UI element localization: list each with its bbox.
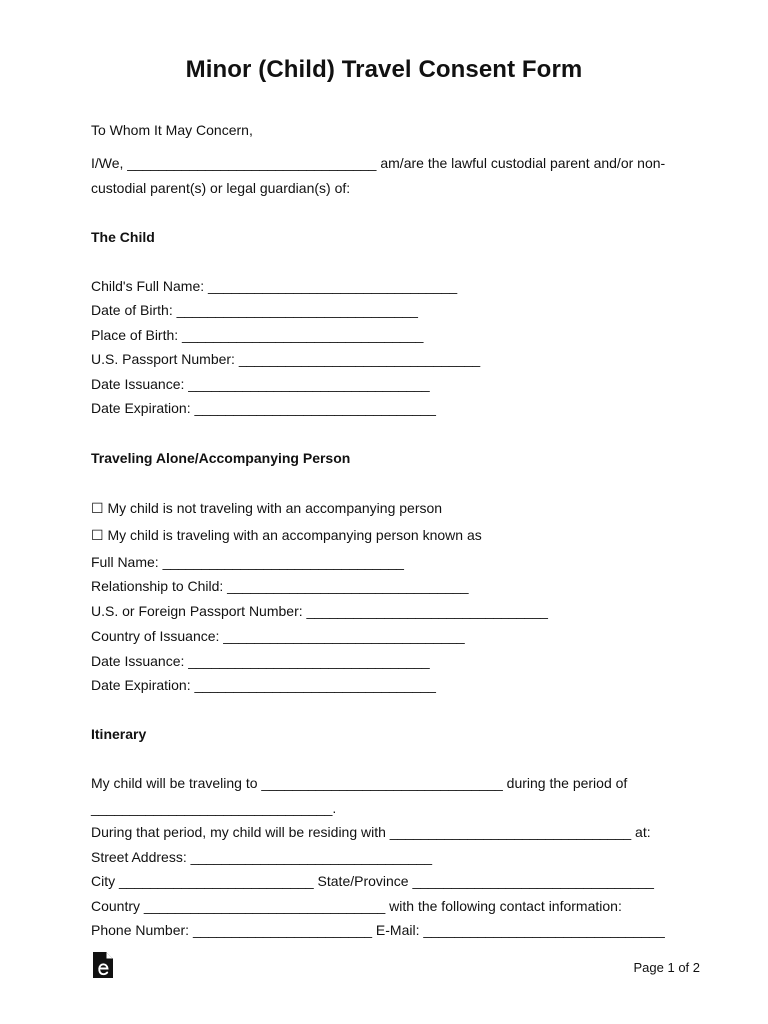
itinerary-destination-line: My child will be traveling to _______________________________ during the period of — [91, 775, 628, 791]
child-place-of-birth-field: Place of Birth: _______________________________ — [91, 327, 424, 343]
intro-line-2: custodial parent(s) or legal guardian(s) of: — [91, 180, 351, 196]
companion-country-of-issuance-field: Country of Issuance: _______________________________ — [91, 628, 465, 644]
companion-date-issuance-field: Date Issuance: _______________________________ — [91, 653, 430, 669]
child-passport-number-field: U.S. Passport Number: _______________________________ — [91, 351, 481, 367]
option-not-accompanied — [91, 499, 442, 517]
checkbox-icon: ☐ — [91, 527, 104, 543]
option-accompanied — [91, 526, 482, 544]
checkbox-icon: ☐ — [91, 500, 104, 516]
child-date-of-birth-field: Date of Birth: _______________________________ — [91, 302, 418, 318]
section-heading-child: The Child — [91, 229, 155, 245]
option-accompanied-label: My child is traveling with an accompanying person known as — [107, 527, 482, 543]
intro-line-1: I/We, ________________________________ am/are the lawful custodial parent and/or non- — [91, 155, 666, 171]
itinerary-city-state-line: City _________________________ State/Province _______________________________ — [91, 873, 654, 889]
itinerary-residing-line: During that period, my child will be residing with _______________________________ at: — [91, 824, 651, 840]
eforms-logo-icon — [92, 951, 114, 979]
itinerary-street-address-line: Street Address: _______________________________ — [91, 849, 432, 865]
child-date-expiration-field: Date Expiration: _______________________________ — [91, 400, 436, 416]
companion-full-name-field: Full Name: _______________________________ — [91, 554, 404, 570]
companion-date-expiration-field: Date Expiration: _______________________________ — [91, 677, 436, 693]
child-full-name-field: Child's Full Name: ________________________________ — [91, 278, 458, 294]
child-date-issuance-field: Date Issuance: _______________________________ — [91, 376, 430, 392]
companion-passport-number-field: U.S. or Foreign Passport Number: _______________________________ — [91, 603, 548, 619]
option-not-accompanied-label: My child is not traveling with an accompanying person — [107, 500, 443, 516]
greeting: To Whom It May Concern, — [91, 122, 253, 138]
itinerary-country-line: Country _______________________________ with the following contact information: — [91, 898, 622, 914]
section-heading-itinerary: Itinerary — [91, 726, 147, 742]
companion-relationship-field: Relationship to Child: _______________________________ — [91, 578, 469, 594]
itinerary-period-line: _______________________________. — [91, 800, 337, 816]
section-heading-traveling: Traveling Alone/Accompanying Person — [91, 450, 351, 466]
itinerary-contact-line: Phone Number: _______________________ E-Mail: _______________________________ — [91, 922, 665, 938]
page-number: Page 1 of 2 — [633, 960, 700, 975]
page-title: Minor (Child) Travel Consent Form — [185, 56, 583, 83]
